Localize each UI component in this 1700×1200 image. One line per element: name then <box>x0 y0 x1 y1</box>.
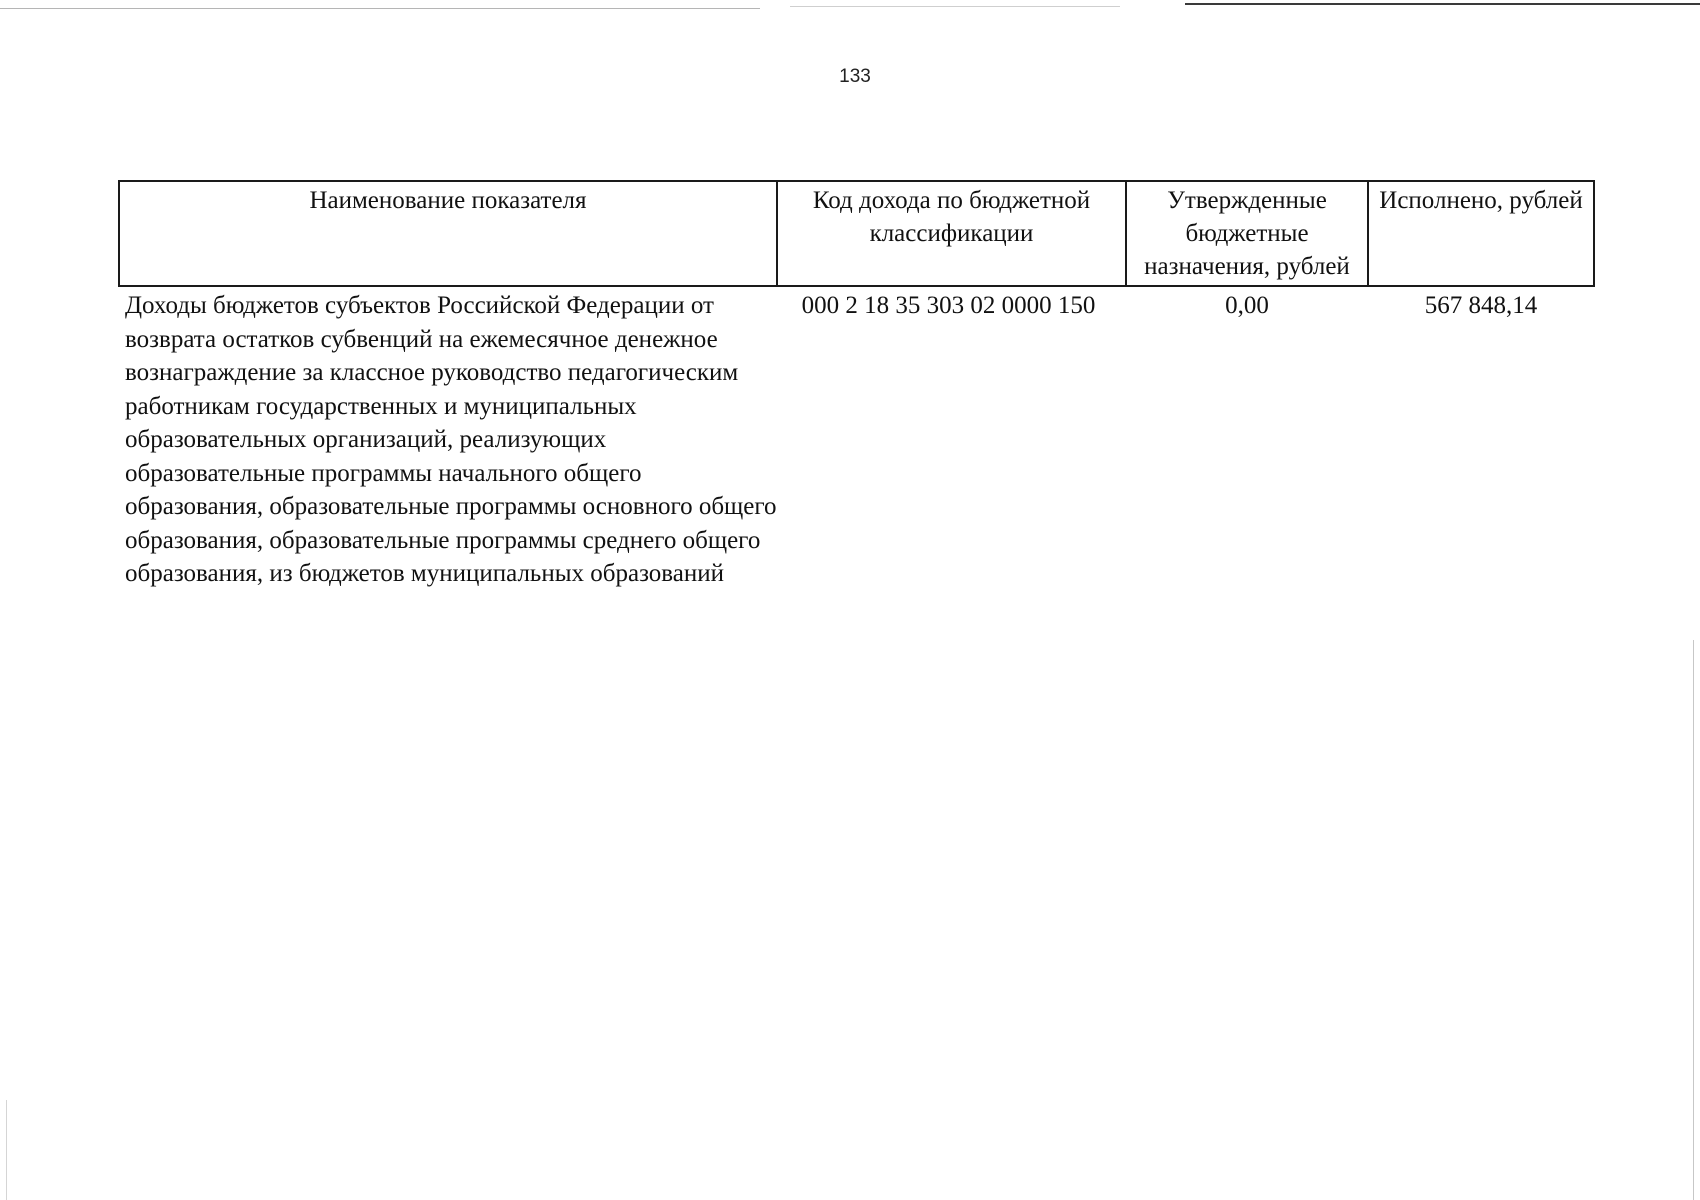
row-approved: 0,00 <box>1225 292 1269 319</box>
table-body <box>119 286 1594 591</box>
scan-artifact-line <box>790 6 1120 7</box>
page-number: 133 <box>839 66 871 87</box>
scan-artifact-line <box>1693 640 1694 1200</box>
header-row <box>119 181 1594 286</box>
header-code: Код дохода по бюджетной классификации <box>777 181 1126 286</box>
header-approved: Утвержденные бюджетные назначения, рублей <box>1126 181 1368 286</box>
budget-table <box>118 180 1595 591</box>
scan-artifact-line <box>0 8 760 9</box>
row-executed: 567 848,14 <box>1424 292 1538 319</box>
row-name: Доходы бюджетов субъектов Российской Федерации от возврата остатков субвенций на ежемесячное денежное вознаграждение за классное руководство педагогическим работникам государственных и муниципальных образовательных организаций, реализующих образовательные программы начального общего образования, образовательные программы основного общего образования, образовательные программы среднего общего образования, из бюджетов муниципальных образований <box>125 292 777 587</box>
table-header <box>119 181 1594 286</box>
row-code: 000 2 18 35 303 02 0000 150 <box>801 292 1096 319</box>
header-name: Наименование показателя <box>119 181 777 286</box>
scan-artifact-line <box>6 1100 7 1200</box>
scan-artifact-line <box>1185 3 1700 5</box>
header-executed: Исполнено, рублей <box>1368 181 1594 286</box>
table-row <box>119 286 1594 591</box>
